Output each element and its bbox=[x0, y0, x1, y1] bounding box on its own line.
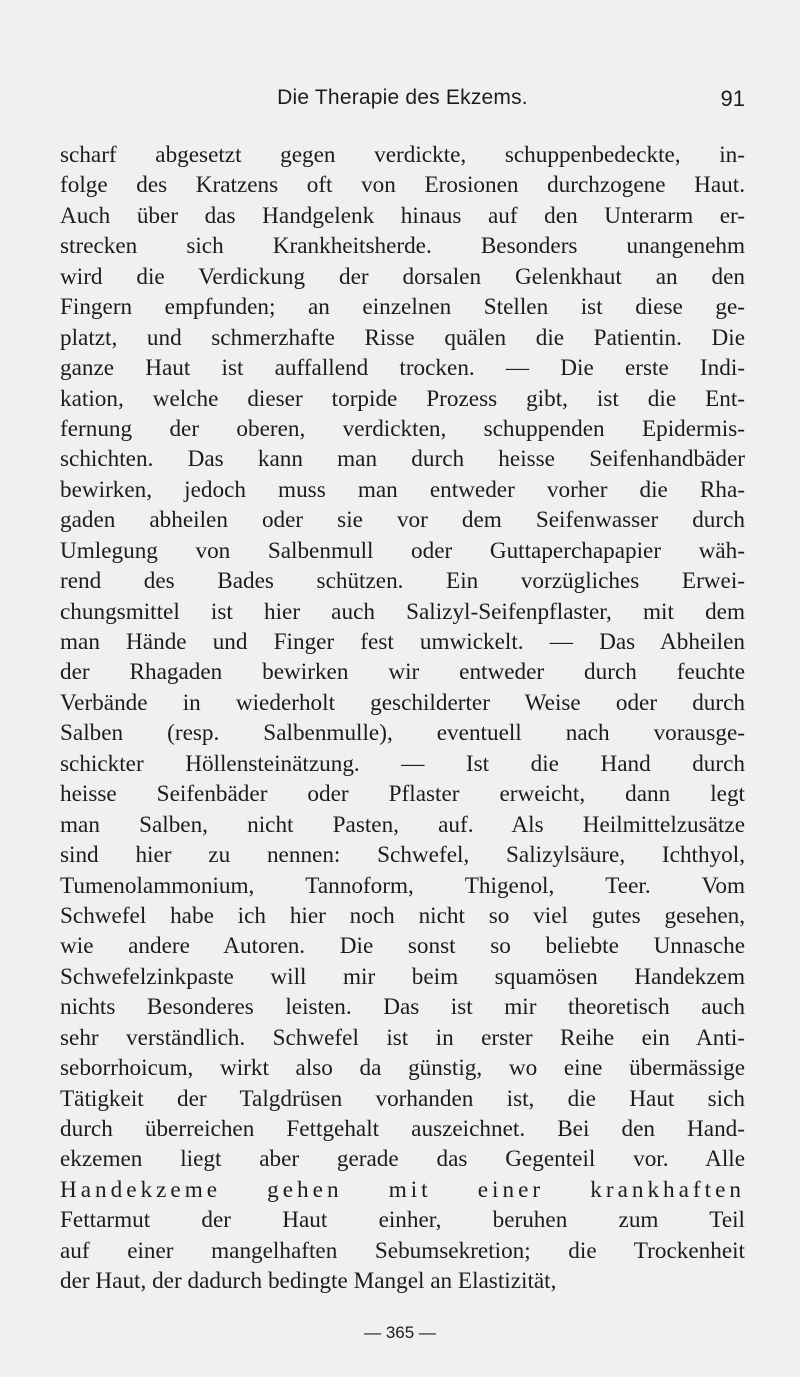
text-line: wie andere Autoren. Die sonst so beliebte Unnasche bbox=[60, 933, 745, 960]
text-line: Schwefel habe ich hier noch nicht so viel gutes gesehen, bbox=[60, 902, 745, 929]
text-line: durch überreichen Fettgehalt auszeichnet. Bei den Hand- bbox=[60, 1116, 745, 1142]
text-line: seborrhoicum, wirkt also da günstig, wo eine übermässige bbox=[60, 1055, 745, 1082]
text-line: Umlegung von Salbenmull oder Guttaperchapapier wäh- bbox=[60, 537, 745, 564]
text-line: Tumenolammonium, Tannoform, Thigenol, Teer. Vom bbox=[60, 872, 745, 899]
text-line: rend des Bades schützen. Ein vorzügliches Erwei- bbox=[60, 568, 745, 595]
text-line: bewirken, jedoch muss man entweder vorher die Rha- bbox=[60, 476, 745, 503]
text-line: kation, welche dieser torpide Prozess gibt, ist die Ent- bbox=[60, 385, 745, 412]
text-line-spaced: Handekzeme gehen mit einer krankhaften bbox=[60, 1176, 745, 1203]
text-line: heisse Seifenbäder oder Pflaster erweicht, dann legt bbox=[60, 781, 745, 808]
text-line: der Rhagaden bewirken wir entweder durch feuchte bbox=[60, 659, 745, 686]
text-line: chungsmittel ist hier auch Salizyl-Seifenpflaster, mit dem bbox=[60, 598, 745, 625]
signature-mark: — 365 — bbox=[364, 1323, 436, 1342]
text-line: man Hände und Finger fest umwickelt. — Das Abheilen bbox=[60, 629, 745, 655]
text-line: ekzemen liegt aber gerade das Gegenteil vor. Alle bbox=[60, 1146, 745, 1173]
running-header bbox=[60, 86, 745, 116]
text-line: sind hier zu nennen: Schwefel, Salizylsäure, Ichthyol, bbox=[60, 842, 745, 869]
text-line: fernung der oberen, verdickten, schuppenden Epidermis- bbox=[60, 415, 745, 442]
text-line: gaden abheilen oder sie vor dem Seifenwasser durch bbox=[60, 507, 745, 534]
text-line: strecken sich Krankheitsherde. Besonders unangenehm bbox=[60, 233, 745, 260]
text-line: Verbände in wiederholt geschilderter Weise oder durch bbox=[60, 689, 745, 716]
running-title: Die Therapie des Ekzems. bbox=[277, 86, 528, 109]
text-line: ganze Haut ist auffallend trocken. — Die erste Indi- bbox=[60, 355, 745, 382]
body-paragraph bbox=[60, 140, 745, 1297]
text-line: Salben (resp. Salbenmulle), eventuell nach vorausge- bbox=[60, 720, 745, 747]
text-line: Tätigkeit der Talgdrüsen vorhanden ist, die Haut sich bbox=[60, 1085, 745, 1112]
text-line: schickter Höllensteinätzung. — Ist die Hand durch bbox=[60, 750, 745, 777]
page-number: 91 bbox=[720, 86, 745, 111]
text-line: auf einer mangelhaften Sebumsekretion; die Trockenheit bbox=[60, 1237, 745, 1264]
text-line: schichten. Das kann man durch heisse Seifenhandbäder bbox=[60, 446, 745, 473]
text-line: platzt, und schmerzhafte Risse quälen die Patientin. Die bbox=[60, 324, 745, 351]
text-line: Schwefelzinkpaste will mir beim squamösen Handekzem bbox=[60, 963, 745, 990]
text-line: nichts Besonderes leisten. Das ist mir theoretisch auch bbox=[60, 994, 745, 1021]
text-line: folge des Kratzens oft von Erosionen durchzogene Haut. bbox=[60, 172, 745, 199]
text-line: der Haut, der dadurch bedingte Mangel an Elastizität, bbox=[60, 1268, 557, 1295]
text-line: sehr verständlich. Schwefel ist in erster Reihe ein Anti- bbox=[60, 1024, 745, 1051]
text-line: Auch über das Handgelenk hinaus auf den Unterarm er- bbox=[60, 202, 745, 229]
text-line: scharf abgesetzt gegen verdickte, schuppenbedeckte, in- bbox=[60, 142, 745, 168]
text-line: Fingern empfunden; an einzelnen Stellen ist diese ge- bbox=[60, 294, 745, 321]
text-line: man Salben, nicht Pasten, auf. Als Heilmittelzusätze bbox=[60, 811, 745, 838]
text-line: Fettarmut der Haut einher, beruhen zum Teil bbox=[60, 1207, 745, 1234]
text-line: wird die Verdickung der dorsalen Gelenkhaut an den bbox=[60, 263, 745, 290]
